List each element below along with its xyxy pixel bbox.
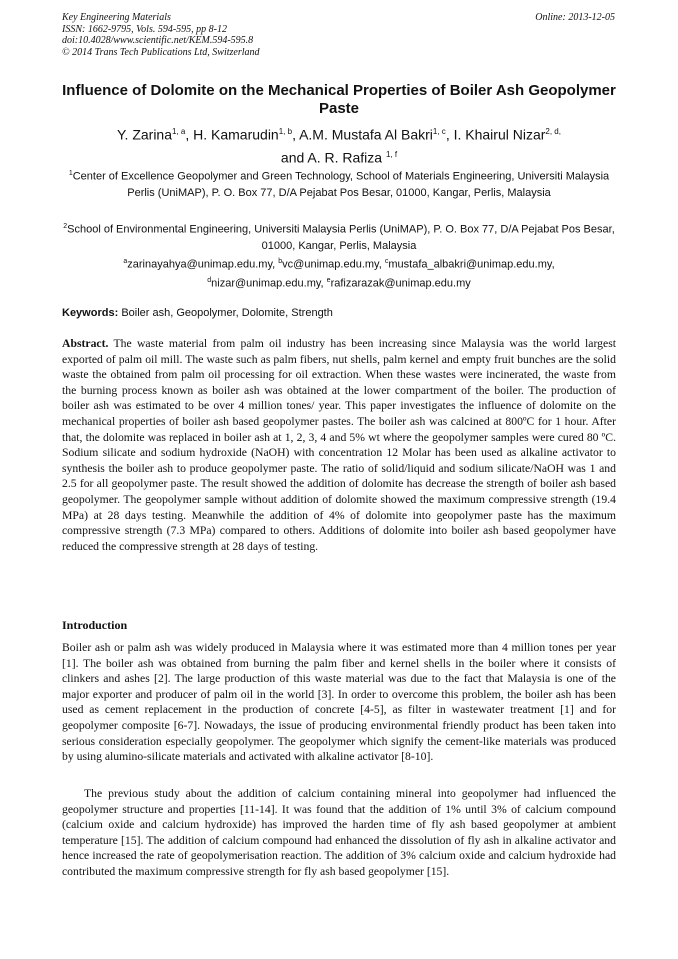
introduction-paragraph: The previous study about the addition of calcium containing mineral into geopolymer had influenced the geopolymer structure and properties [11-14]. It was found that the addition of 1% until 3% of calcium compound (calcium oxide and calcium hydroxide) has improved the harden time of fly ash based geopolymer at ambient temperature [15]. The addition of calcium compound had enhanced the dissolution of fly ash in alkaline activator and hence increased the rate of geopolymerisation reaction. The addition of 3% calcium oxide and calcium hydroxide had contributed the maximum compressive strength for fly ash based geopolymer [15]. — [62, 787, 616, 878]
keywords-label: Keywords: — [62, 307, 119, 319]
affiliation-1 — [62, 166, 616, 201]
author-affil-sup: 2, d, — [545, 127, 561, 136]
email-link[interactable]: rafizarazak@unimap.edu.my — [330, 277, 471, 290]
abstract — [62, 336, 616, 554]
author-affil-sup: 1, a — [172, 127, 186, 136]
introduction-heading: Introduction — [62, 618, 128, 632]
keywords — [62, 306, 616, 320]
affiliation-number: 1 — [68, 170, 73, 177]
author-affil-sup: 1, f — [385, 149, 398, 159]
author-name: Y. Zarina — [117, 126, 172, 143]
affiliation-number: 2 — [63, 223, 68, 230]
author-name: A.M. Mustafa Al Bakri — [299, 126, 433, 143]
journal-copyright: © 2014 Trans Tech Publications Ltd, Switzerland — [62, 46, 260, 58]
author-affil-sup: 1, b — [278, 127, 293, 136]
email-link[interactable]: nizar@unimap.edu.my, — [211, 277, 324, 290]
email-link[interactable]: mustafa_albakri@unimap.edu.my, — [388, 258, 555, 271]
abstract-label: Abstract. — [62, 337, 109, 350]
journal-doi[interactable]: doi:10.4028/www.scientific.net/KEM.594-595.8 — [62, 35, 254, 46]
journal-header — [62, 12, 462, 58]
author-name: I. Khairul Nizar — [453, 126, 546, 143]
introduction-paragraph: Boiler ash or palm ash was widely produced in Malaysia where it was estimated more than 4 million tones per year [1]. The boiler ash was obtained from burning the palm fiber and kernel shells in the boiler where it consists of clinkers and ashes [2]. The large production of this waste material was due to the fact that Malaysia is one of the major exporter and producer of palm oil in the world [3]. In order to overcome this problem, the boiler ash has been used as cement replacement in the production of concrete [4-5], as filter in wastewater treatment [1] and for geopolymer composite [6-7]. Nowadays, the issue of producing environmental friendly product has been taken into serious consideration especially geopolymer. The geopolymer which signify the cement-like materials was produced by using alumino-silicate materials and activated with alkaline activator [8-10]. — [62, 641, 616, 764]
keywords-text: Boiler ash, Geopolymer, Dolomite, Strength — [121, 307, 333, 319]
paper-title: Influence of Dolomite on the Mechanical Properties of Boiler Ash Geopolymer Paste — [62, 82, 616, 117]
affiliation-text: Center of Excellence Geopolymer and Green Technology, School of Materials Engineering, Universiti Malaysia Perlis (UniMAP), P. O. Box 77, D/A Pejabat Pos Besar, 01000, Kangar, Perlis, Malaysia — [72, 170, 610, 199]
email-link[interactable]: zarinayahya@unimap.edu.my, — [127, 258, 276, 271]
email-list: $^a$zarinayahya@unimap.edu.my, $^b$vc@unimap.edu.my, $^c$mustafa_albakri@unimap.edu.my, $^d$nizar@unimap.edu.my, $^e$rafizarazak@unimap.edu.my — [123, 258, 555, 290]
journal-issn: ISSN: 1662-9795, Vols. 594-595, pp 8-12 — [62, 23, 227, 35]
online-date: Online: 2013-12-05 — [535, 12, 615, 23]
abstract-text: The waste material from palm oil industry has been increasing since Malaysia was the world largest exported of palm oil mill. The waste such as palm fibers, nut shells, palm kernel and empty fruit bunches are the solid waste the obtained from palm oil processing for oil extraction. When these wastes were incinerated, the waste from the burning process known as boiler ash was obtained at the lower compartment of the boiler. The production of boiler ash was estimated to be over 4 million tones/ year. This paper investigates the influence of dolomite on the mechanical properties of boiler ash based geopolymer pastes. The boiler ash was calcined at 800ºC for 1 hour. After that, the dolomite was replaced in boiler ash at 1, 2, 3, 4 and 5% wt where the geopolymer samples were cured 80 ºC. Sodium silicate and sodium hydroxide (NaOH) with concentration 12 Molar has been used as alkaline activator to synthesis the boiler ash to produce geopolymer paste. The ratio of solid/liquid and sodium silicate/NaOH was 1 and 2.5 for all geopolymer paste. The result showed the addition of dolomite has decrease the strength of boiler ash based geopolymer. The geopolymer sample without addition of dolomite showed the maximum compressive strength (19.4 MPa) at 28 days testing. Meanwhile the addition of 4% of dolomite into geopolymer paste has the maximum compressive strength (7.3 MPa) compared to others. Additions of dolomite into boiler ash based geopolymer have reduced the compressive strength at 28 days of testing. — [62, 337, 616, 553]
affiliation-text: School of Environmental Engineering, Universiti Malaysia Perlis (UniMAP), P. O. Box 77, D/A Pejabat Pos Besar, 01000, Kangar, Perlis, Malaysia — [67, 223, 615, 252]
author-list: Y. Zarina$^{1, a}$, H. Kamarudin$^{1, b}$, A.M. Mustafa Al Bakri$^{1, c}$, I. Khairul Nizar$^{2, d,}$ and A. R. Rafiza $^{1, f}$ — [117, 126, 561, 166]
journal-name: Key Engineering Materials — [62, 12, 171, 23]
affiliation-2 — [62, 219, 616, 254]
email-link[interactable]: vc@unimap.edu.my, — [282, 258, 382, 271]
author-name: H. Kamarudin — [193, 126, 279, 143]
author-affil-sup: 1, c — [432, 127, 446, 136]
author-name: and A. R. Rafiza — [280, 149, 383, 166]
